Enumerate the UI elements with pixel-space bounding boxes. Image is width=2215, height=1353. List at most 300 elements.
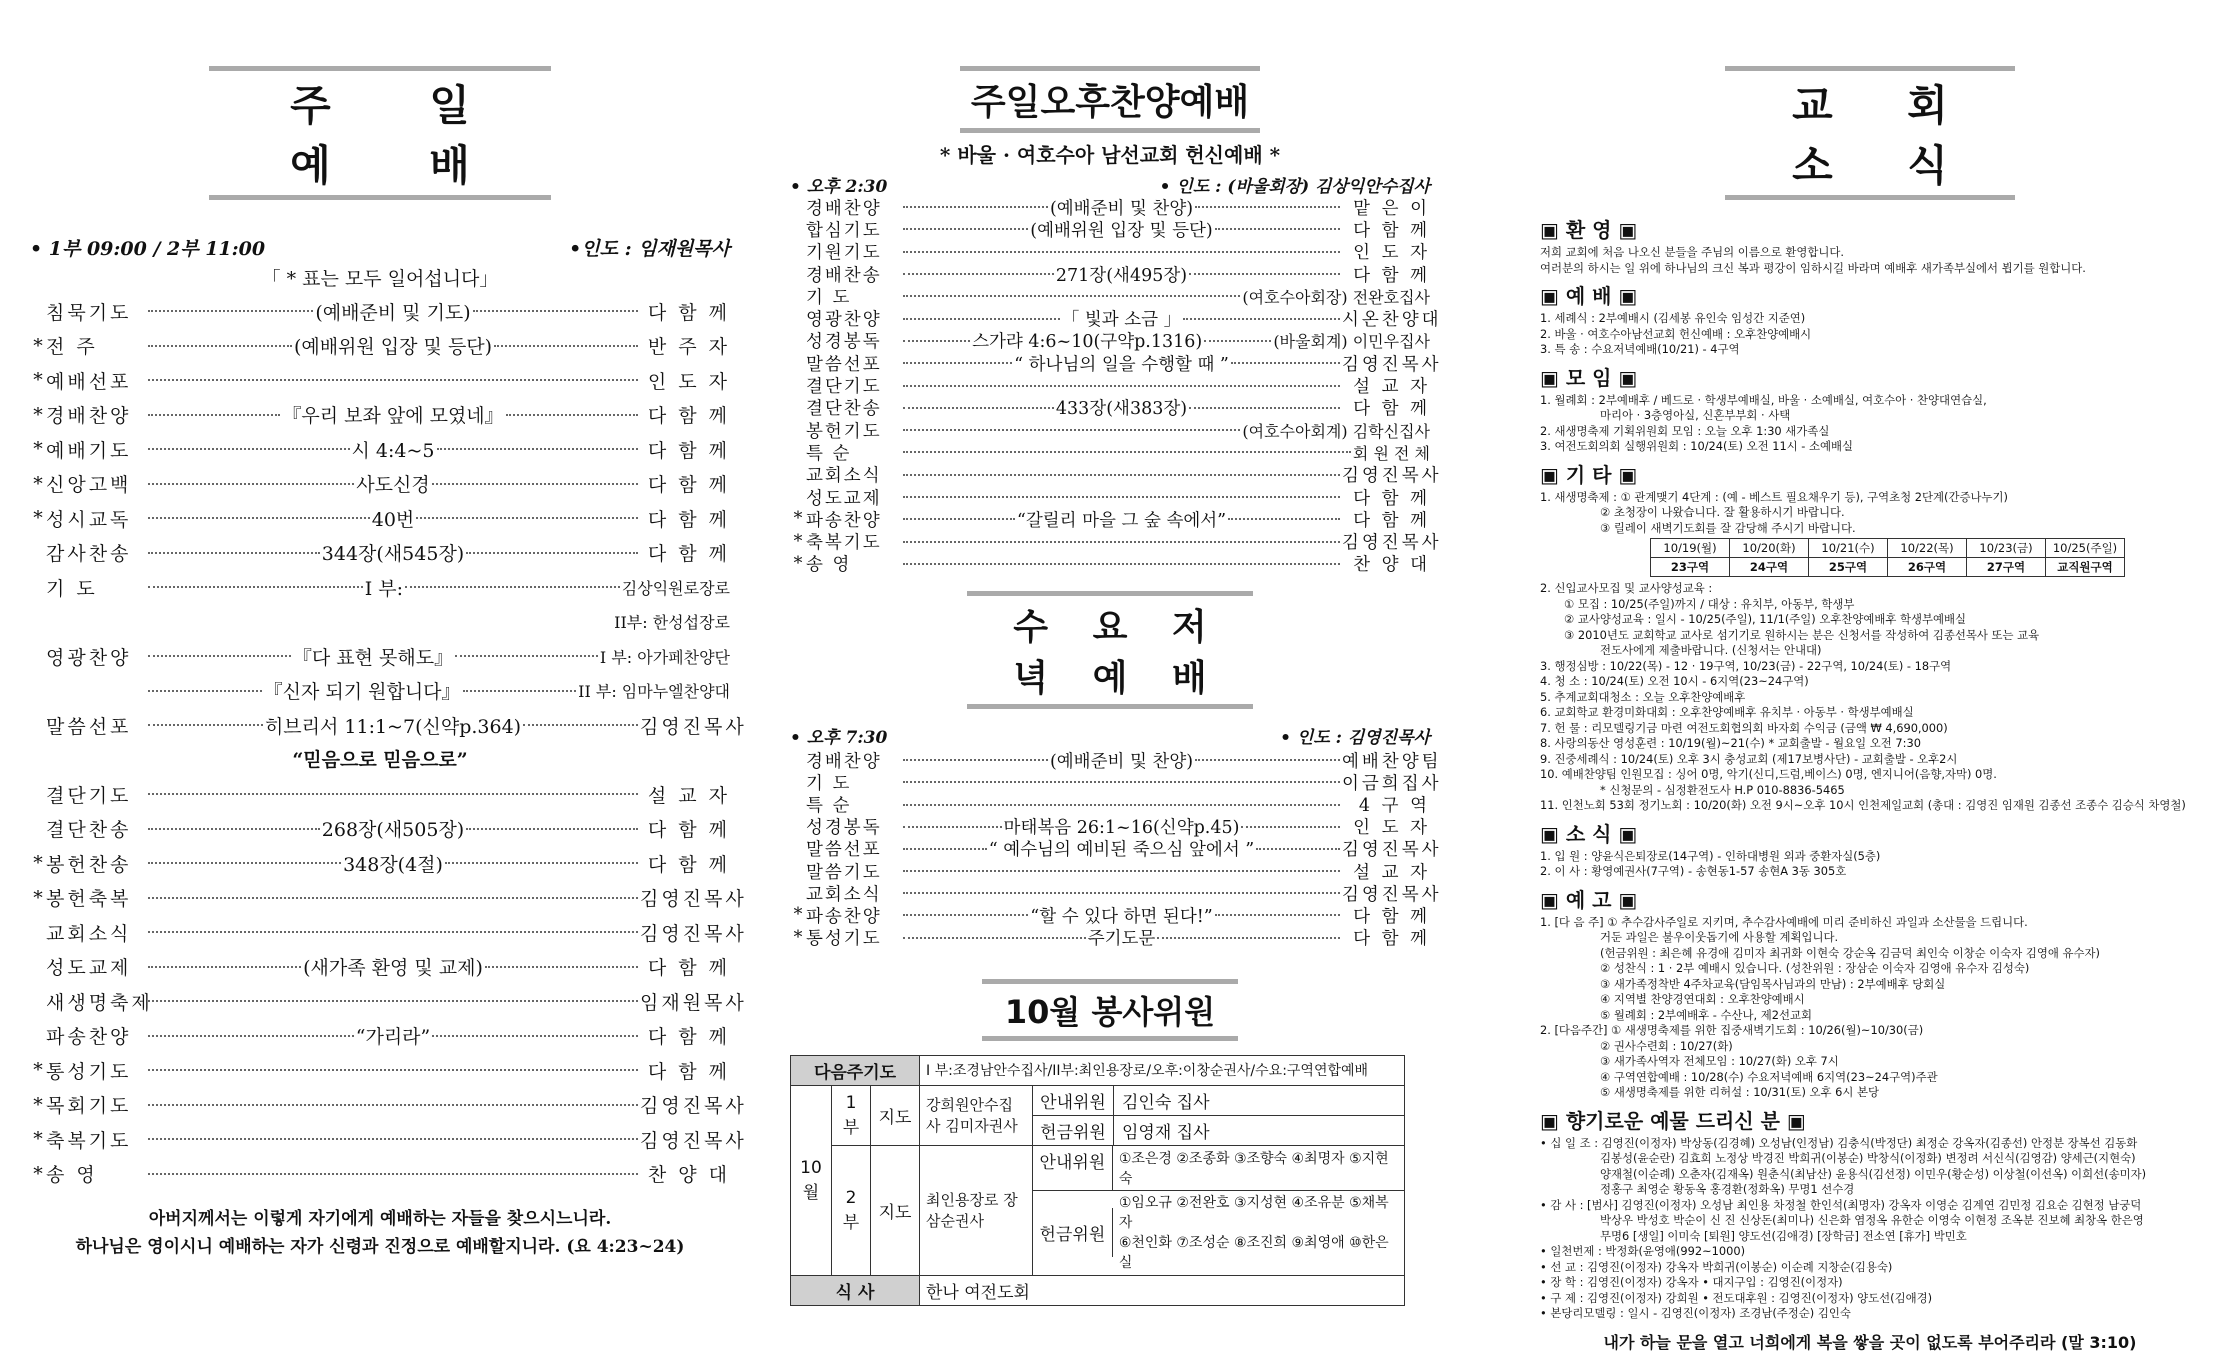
section-preview: ▣ 예 고 ▣ — [1540, 887, 1638, 912]
notice-line: ⑤ 월례회 : 2부예배후 - 수산나, 제2선교회 — [1600, 1007, 1813, 1022]
order-person: II부: 한성섭장로 — [614, 613, 730, 633]
order-person: 인 도 자 — [1353, 818, 1430, 839]
order-person: 김영진목사 — [1342, 884, 1442, 905]
notice-line: * 신청문의 - 심정환전도사 H.P 010-8836-5465 — [1600, 782, 1845, 797]
order-content: 스가랴 4:6~10(구약p.1316) — [972, 332, 1203, 353]
order-item — [790, 927, 1430, 949]
order-item — [790, 397, 1430, 419]
order-person: 예배찬양팀 — [1342, 751, 1442, 772]
order-content: 268장(새505장) — [321, 819, 465, 842]
notice-line: 1. [다 음 주] ① 추수감사주일로 지키며, 추수감사예배에 미리 준비하신 과일과 소산물을 드립니다. — [1540, 914, 2028, 929]
preview-notices — [1540, 915, 2200, 1101]
notice-line: 5. 추계교회대청소 : 오늘 오후찬양예배후 — [1540, 689, 1746, 704]
wednesday-leader: • 인도 : 김영진목사 — [1280, 728, 1430, 749]
section-welcome: ▣ 환 영 ▣ — [1540, 218, 1638, 242]
order-item — [30, 1088, 747, 1123]
schedule-date: 10/23(금) — [1967, 539, 2046, 558]
order-item — [790, 771, 1442, 794]
order-person: 설 교 자 — [1353, 377, 1430, 398]
month-cell: 10월 — [791, 1085, 832, 1275]
notice-line: 1. 세례식 : 2부예배시 (김세봉 유인숙 임성간 지준연) — [1540, 311, 1806, 325]
order-item — [790, 285, 1430, 307]
standing-mark: * — [33, 886, 43, 909]
church-news-column — [1540, 0, 2200, 1352]
section-meetings: ▣ 모 임 ▣ — [1540, 365, 1638, 390]
order-item — [30, 501, 730, 536]
notice-line: 1. 입 원 : 양윤식은퇴장로(14구역) - 인하대병원 외과 중환자실(5층) — [1540, 848, 1881, 863]
closing-scripture: 내가 하늘 문을 열고 너희에게 복을 쌓을 곳이 없도록 부어주리라 (말 3:10) — [1603, 1332, 2137, 1352]
order-label: 경배찬양 — [46, 405, 132, 428]
schedule-group: 27구역 — [1967, 558, 2046, 577]
order-item — [30, 881, 747, 916]
notice-line: • 본당리모델링 : 일시 - 김영진(이정자) 조경남(주정순) 김인숙 — [1540, 1306, 1851, 1320]
afternoon-worship-column — [790, 0, 1442, 1303]
notice-line: ② 초청장이 나왔습니다. 잘 활용하시기 바랍니다. — [1600, 505, 1845, 519]
order-item — [30, 467, 730, 502]
section-worship: ▣ 예 배 ▣ — [1540, 284, 1638, 308]
order-label: 새생명축제 — [46, 991, 153, 1014]
standing-mark: * — [33, 1128, 43, 1151]
order-label: 결단기도 — [46, 784, 132, 807]
notice-line: ④ 구역연합예배 : 10/28(수) 수요저녁예배 6지역(23~24구역)주관 — [1600, 1069, 1938, 1084]
order-person: 찬 양 대 — [647, 1164, 730, 1187]
order-person: (바울회계) 이민우집사 — [1273, 332, 1430, 352]
notice-line: 2. 바울 · 여호수아남선교회 헌신예배 : 오후찬양예배시 — [1540, 326, 1812, 341]
order-item — [30, 708, 747, 743]
part2-offering-1: ①임오규 ②전완호 ③지성현 ④조유분 ⑤채복자 — [1118, 1194, 1389, 1231]
order-label: 파송찬양 — [806, 906, 882, 927]
service-time: • 1부 09:00 / 2부 11:00 — [30, 238, 266, 260]
notice-line: • 선 교 : 김영진(이정자) 강옥자 박희귀(이봉순) 이순례 지창순(김용숙) — [1540, 1259, 1893, 1274]
order-content: “ 예수님의 예비된 죽으심 앞에서 ” — [988, 840, 1255, 861]
verse-line-1: 아버지께서는 이렇게 자기에게 예배하는 자들을 찾으시느니라. — [148, 1209, 612, 1229]
order-item — [30, 363, 730, 398]
order-person: 다 함 께 — [647, 474, 730, 497]
order-item — [790, 749, 1442, 772]
order-item — [790, 374, 1430, 396]
part2-offering-2: ⑥천인화 ⑦조성순 ⑧조진희 ⑨최영애 ⑩한은실 — [1118, 1234, 1389, 1271]
notice-line: 6. 교회학교 환경미화대회 : 오후찬양예배후 유치부 · 아동부 · 학생부예배실 — [1540, 705, 1914, 719]
order-person: 설 교 자 — [647, 784, 730, 807]
order-label: 기 도 — [806, 773, 852, 794]
wednesday-time: • 오후 7:30 — [790, 728, 888, 749]
notice-line: 9. 진중세례식 : 10/24(토) 오후 3시 충성교회 (제17보병사단) - 교회출발 - 오후2시 — [1540, 751, 1958, 766]
order-item — [790, 307, 1442, 331]
order-person: 다 함 께 — [647, 853, 730, 876]
order-person: 다 함 께 — [1353, 488, 1430, 509]
order-label: 통성기도 — [806, 929, 882, 950]
notice-line: 3. 행정심방 : 10/22(목) - 12 · 19구역, 10/23(금) - 22구역, 10/24(토) - 18구역 — [1540, 658, 1952, 673]
afternoon-time: • 오후 2:30 — [790, 177, 888, 197]
order-item — [790, 508, 1430, 530]
next-prayer-label: 다음주기도 — [791, 1055, 920, 1085]
worship-notices — [1540, 311, 2200, 358]
order-item — [790, 218, 1430, 240]
part1-cell: 1부 — [832, 1085, 871, 1145]
order-content: 433장(새383장) — [1055, 399, 1188, 420]
order-person: 김영진목사 — [1342, 466, 1442, 487]
sunday-worship-column — [30, 0, 747, 1257]
meal-label: 식 사 — [791, 1275, 920, 1305]
notice-line: 여러분의 하시는 일 위에 하나님의 크신 복과 평강이 임하시길 바라며 예배후 새가족부실에서 뵙기를 원합니다. — [1540, 260, 2086, 275]
order-item — [790, 838, 1442, 861]
standing-mark: * — [33, 403, 43, 426]
order-person: 시온찬양대 — [1342, 310, 1442, 331]
order-item — [30, 1157, 730, 1192]
order-label: 기원기도 — [806, 243, 882, 264]
part1-guide-label: 지도 — [871, 1085, 920, 1145]
part1-usher: 김인숙 집사 — [1122, 1092, 1210, 1113]
order-person: 김영진목사 — [640, 1095, 747, 1118]
order-person: (여호수아회계) 김학신집사 — [1242, 421, 1430, 441]
order-person: 맡 은 이 — [1353, 198, 1430, 219]
order-item — [30, 605, 730, 640]
worship-leader: •인도 : 임재원목사 — [569, 238, 730, 260]
order-content: “ 하나님의 일을 수행할 때 ” — [1014, 354, 1229, 375]
standing-mark: * — [33, 369, 43, 392]
notice-line: 10. 예배찬양팀 인원모집 : 싱어 0명, 악기(신디,드럼,베이스) 0명, 엔지니어(음향,자막) 0명. — [1540, 767, 1997, 781]
offering-label: 헌금위원 — [1033, 1116, 1114, 1145]
afternoon-worship-title: 주일오후찬양예배 — [960, 66, 1260, 133]
order-label: 축복기도 — [46, 1129, 132, 1152]
order-content: 「 빛과 소금 」 — [1061, 310, 1182, 331]
order-label: 기 도 — [46, 577, 98, 600]
order-label: 경배찬송 — [806, 265, 882, 286]
order-person: 다 함 께 — [1353, 510, 1430, 531]
standing-mark: * — [33, 334, 43, 357]
order-label: 송 영 — [46, 1164, 98, 1187]
order-content: “가리라” — [355, 1026, 431, 1049]
order-person: (여호수아회장) 전완호집사 — [1242, 287, 1430, 307]
order-item — [790, 241, 1430, 263]
order-item — [30, 812, 730, 847]
order-person: 다 함 께 — [647, 439, 730, 462]
order-content: 히브리서 11:1~7(신약p.364) — [264, 715, 522, 738]
order-item — [790, 816, 1430, 838]
standing-mark: * — [33, 852, 43, 875]
order-label: 파송찬양 — [806, 510, 882, 531]
order-label: 성시교독 — [46, 508, 132, 531]
order-item — [790, 793, 1430, 815]
schedule-group: 25구역 — [1809, 558, 1888, 577]
order-person: 회 원 전 체 — [1352, 443, 1430, 463]
etc-notices-1 — [1540, 490, 2200, 537]
standing-mark: * — [793, 531, 803, 552]
notice-line: 1. 월례회 : 2부예배후 / 베드로 · 학생부예배실, 바울 · 소예배실, 여호수아 · 찬양대연습실, — [1540, 392, 1987, 407]
order-label: 경배찬양 — [806, 198, 882, 219]
order-person: 김영진목사 — [640, 922, 747, 945]
notice-line: ④ 지역별 찬양경연대회 : 오후찬양예배시 — [1600, 992, 1805, 1006]
part2-usher: ①조은경 ②조종화 ③조향숙 ④최명자 ⑤지현숙 — [1118, 1150, 1389, 1187]
offering-list — [1540, 1136, 2200, 1322]
notice-line: • 구 제 : 김영진(이정자) 강희원 • 전도대후원 : 김영진(이정자) 양도선(김애경) — [1540, 1290, 1933, 1305]
schedule-group: 교직원구역 — [2046, 558, 2125, 577]
order-label: 말씀선포 — [806, 840, 882, 861]
volunteers-table — [790, 1055, 1405, 1306]
notice-line: • 일천번제 : 박정화(윤영애(992~1000) — [1540, 1244, 1746, 1258]
notice-line: ③ 2010년도 교회학교 교사로 섬기기로 원하시는 분은 신청서를 작성하여 김종선목사 또는 교육 — [1564, 627, 2040, 642]
notice-line: 무명6 [생일] 이미숙 [퇴원] 양도선(김애경) [장학금] 전소연 [휴가] 박민호 — [1600, 1228, 1967, 1243]
order-person: 찬 양 대 — [1353, 555, 1430, 576]
order-label: 침묵기도 — [46, 301, 132, 324]
order-person: 다 함 께 — [1353, 265, 1430, 286]
standing-mark: * — [33, 1059, 43, 1082]
notice-line: 11. 인천노회 53회 정기노회 : 10/20(화) 오전 9시~오후 10시 인천제일교회 (총대 : 김영진 임재원 김종선 조종수 김승식 차영철) — [1540, 798, 2186, 812]
afternoon-subtitle: * 바울 · 여호수아 남선교회 헌신예배 * — [939, 143, 1281, 167]
order-content: “할 수 있다 하면 된다!” — [1030, 906, 1213, 927]
order-person: 김영진목사 — [1342, 533, 1442, 554]
notice-line: 8. 사랑의동산 영성훈련 : 10/19(월)~21(수) * 교회출발 - 월요일 오전 7:30 — [1540, 736, 1922, 750]
notice-line: 2. 신입교사모집 및 교사양성교육 : — [1540, 581, 1713, 595]
notice-line: ② 교사양성교육 : 일시 - 10/25(주일), 11/1(주일) 오후찬양예배후 학생부예배실 — [1564, 612, 1967, 626]
standing-mark: * — [793, 553, 803, 574]
order-person: 다 함 께 — [647, 301, 730, 324]
offering-label-2: 헌금위원 — [1033, 1208, 1113, 1257]
order-content: I 부: — [364, 577, 404, 600]
order-label: 성경봉독 — [806, 332, 882, 353]
notice-line: ② 권사수련회 : 10/27(화) — [1600, 1038, 1733, 1053]
order-item — [30, 984, 747, 1019]
order-person: 다 함 께 — [1353, 220, 1430, 241]
order-item — [30, 915, 747, 950]
order-item — [790, 553, 1430, 575]
meal-value: 한나 여전도회 — [920, 1275, 1405, 1305]
standing-mark: * — [793, 905, 803, 926]
news-notices — [1540, 849, 2200, 880]
standing-mark: * — [33, 1162, 43, 1185]
order-label: 봉헌축복 — [46, 888, 132, 911]
schedule-group: 23구역 — [1651, 558, 1730, 577]
order-item — [30, 1122, 747, 1157]
order-person: 김영진목사 — [640, 888, 747, 911]
order-content: (예배준비 및 기도) — [315, 301, 471, 324]
schedule-date: 10/21(수) — [1809, 539, 1888, 558]
order-label: 영광찬양 — [806, 310, 882, 331]
order-label: 교회소식 — [806, 884, 882, 905]
order-label: 결단찬송 — [46, 819, 132, 842]
order-item — [790, 263, 1430, 285]
order-content: 271장(새495장) — [1055, 265, 1188, 286]
standing-mark: * — [793, 509, 803, 530]
order-content: 『우리 보좌 앞에 모였네』 — [282, 405, 504, 428]
notice-line: 박상우 박성호 박순이 신 진 신상돈(최미나) 신은화 염정옥 유한순 이영숙 이현정 조옥분 진보혜 최창옥 한은영 — [1600, 1213, 2144, 1227]
order-item — [30, 570, 730, 605]
order-label: 성도교제 — [806, 488, 882, 509]
notice-line: ① 모집 : 10/25(주일)까지 / 대상 : 유치부, 아동부, 학생부 — [1564, 596, 1855, 611]
afternoon-leader: • 인도 : (바울회장) 김상익안수집사 — [1159, 177, 1430, 197]
order-label: 축복기도 — [806, 533, 882, 554]
order-item — [30, 639, 730, 674]
order-person: 인 도 자 — [1353, 243, 1430, 264]
order-content: (예배준비 및 찬양) — [1049, 198, 1194, 219]
order-item — [790, 486, 1430, 508]
order-person: 4 구 역 — [1358, 796, 1430, 817]
order-label: 말씀기도 — [806, 862, 882, 883]
order-label: 신앙고백 — [46, 474, 132, 497]
order-label: 경배찬양 — [806, 751, 882, 772]
notice-line: • 장 학 : 김영진(이정자) 강옥자 • 대지구입 : 김영진(이정자) — [1540, 1275, 1843, 1289]
notice-line: 정홍구 최영순 황동옥 홍경환(정화옥) 무명1 선수경 — [1600, 1182, 1855, 1196]
order-person: I 부: 아가페찬양단 — [599, 647, 730, 667]
notice-line: 전도사에게 제출바랍니다. (신청서는 안내대) — [1600, 643, 1822, 657]
standing-mark: * — [33, 438, 43, 461]
wednesday-worship-title: 수 요 저 녁 예 배 — [967, 591, 1253, 709]
order-person: 다 함 께 — [1353, 399, 1430, 420]
order-label: 봉헌찬송 — [46, 853, 132, 876]
order-item — [30, 329, 730, 364]
order-label: 전 주 — [46, 336, 98, 359]
notice-line: ③ 새가족정착반 4주차교육(담임목사님과의 만남) : 2부예배후 당회실 — [1600, 976, 1946, 991]
order-content: (예배위원 입장 및 등단) — [293, 336, 493, 359]
order-item — [790, 419, 1430, 441]
notice-line: 4. 청 소 : 10/24(토) 오전 10시 - 6지역(23~24구역) — [1540, 674, 1809, 688]
order-label: 성도교제 — [46, 957, 132, 980]
closing-verse — [30, 1205, 730, 1261]
volunteers-title: 10월 봉사위원 — [982, 979, 1238, 1041]
notice-line: 2. 새생명축제 기획위원회 모임 : 오늘 오후 1:30 새가족실 — [1540, 423, 1830, 438]
order-content: 『신자 되기 원합니다』 — [263, 681, 461, 704]
standing-mark: * — [793, 927, 803, 948]
schedule-group: 26구역 — [1888, 558, 1967, 577]
order-item — [30, 1019, 730, 1054]
notice-line: 2. [다음주간] ① 새생명축제를 위한 집중새벽기도회 : 10/26(월)~10/30(금) — [1540, 1023, 1924, 1037]
notice-line: 1. 새생명축제 : ① 관계맺기 4단계 : (예 - 베스트 필요채우기 등), 구역초청 2단계(간증나누기) — [1540, 489, 2008, 504]
verse-line-2: 하나님은 영이시니 예배하는 자가 신령과 진정으로 예배할지니라. (요 4:23~24) — [75, 1237, 685, 1257]
part2-leaders: 최인용장로 장삼순권사 — [920, 1145, 1033, 1275]
part2-guide-label: 지도 — [871, 1145, 920, 1275]
next-prayer-value: I 부:조경남안수집사/II부:최인용장로/오후:이창순권사/수요:구역연합예배 — [920, 1055, 1405, 1085]
section-offerings: ▣ 향기로운 예물 드리신 분 ▣ — [1540, 1108, 1806, 1133]
order-person: 다 함 께 — [647, 1026, 730, 1049]
standing-note: 「 * 표는 모두 일어섭니다」 — [261, 268, 499, 290]
order-content: 348장(4절) — [343, 853, 443, 876]
order-content: 주기도문 — [1087, 929, 1156, 950]
order-person: 다 함 께 — [647, 508, 730, 531]
order-item — [790, 352, 1442, 375]
usher-label: 안내위원 — [1033, 1086, 1114, 1115]
order-person: 김상익원로장로 — [621, 578, 730, 598]
order-person: 다 함 께 — [647, 1060, 730, 1083]
order-person: 김영진목사 — [640, 715, 747, 738]
notice-line: 2. 이 사 : 황영예권사(7구역) - 송현동1-57 송현A 3동 305호 — [1540, 864, 1847, 878]
order-person: 다 함 께 — [647, 405, 730, 428]
afternoon-order-list — [790, 196, 1442, 576]
order-person: 김영진목사 — [1342, 840, 1442, 861]
order-person: 다 함 께 — [1353, 906, 1430, 927]
order-label: 목회기도 — [46, 1095, 132, 1118]
order-item — [790, 441, 1430, 463]
order-label: 특 순 — [806, 443, 852, 464]
order-person: 다 함 께 — [647, 957, 730, 980]
order-label: 말씀선포 — [806, 354, 882, 375]
order-label: 성경봉독 — [806, 818, 882, 839]
sermon-title: “믿음으로 믿음으로” — [292, 748, 468, 771]
welcome-text — [1540, 245, 2200, 276]
usher-label-2: 안내위원 — [1033, 1146, 1113, 1190]
order-label: 영광찬양 — [46, 646, 132, 669]
notice-line: 양재철(이순례) 오춘자(김재옥) 원춘식(최남산) 윤용식(김선정) 이민우(황순성) 이상철(이선옥) 이희선(송미자) — [1600, 1166, 2147, 1181]
order-person: II 부: 임마누엘찬양대 — [578, 682, 730, 702]
notice-line: • 십 일 조 : 김영진(이정자) 박상동(김경혜) 오성남(인정남) 김충식(박정단) 최정순 강옥자(김종선) 안정분 장복선 김동화 — [1540, 1135, 2138, 1150]
order-person: 김영진목사 — [1342, 354, 1442, 375]
sunday-worship-title: 주 일 예 배 — [209, 66, 551, 200]
order-person: 반 주 자 — [647, 336, 730, 359]
order-label: 결단찬송 — [806, 399, 882, 420]
notice-line: ⑤ 새생명축제를 위한 리허설 : 10/31(토) 오후 6시 본당 — [1600, 1085, 1880, 1099]
part2-cell: 2부 — [832, 1145, 871, 1275]
order-item — [30, 777, 730, 812]
etc-notices-2 — [1540, 581, 2200, 814]
prayer-schedule-table — [1650, 538, 2125, 577]
order-item — [790, 904, 1430, 926]
schedule-date: 10/19(월) — [1651, 539, 1730, 558]
notice-line: 김봉성(윤순란) 김효희 노정상 박경진 박희귀(이봉순) 박창식(이정화) 변정려 서신식(김영감) 양세근(지현숙) — [1600, 1151, 2136, 1165]
order-person: 다 함 께 — [647, 819, 730, 842]
order-content: (예배준비 및 찬양) — [1049, 751, 1194, 772]
order-person: 인 도 자 — [647, 370, 730, 393]
order-label: 송 영 — [806, 555, 852, 576]
order-item — [790, 882, 1442, 905]
order-person: 다 함 께 — [647, 543, 730, 566]
standing-mark: * — [33, 472, 43, 495]
order-content: “갈릴리 마을 그 숲 속에서” — [1016, 510, 1227, 531]
notice-line: 7. 헌 물 : 리모델링기금 마련 여전도회협의회 바자회 수익금 (금액 ₩ 4,690,000) — [1540, 720, 1948, 735]
meeting-notices — [1540, 393, 2200, 455]
order-label: 예배기도 — [46, 439, 132, 462]
order-label: 말씀선포 — [46, 715, 132, 738]
order-item — [30, 846, 730, 881]
order-item — [30, 1053, 730, 1088]
order-item — [790, 860, 1430, 882]
notice-line: 거둔 과일은 불우이웃돕기에 사용할 계획입니다. — [1600, 930, 1839, 944]
church-news-title: 교 회 소 식 — [1725, 66, 2015, 200]
order-person: 임재원목사 — [640, 991, 747, 1014]
order-label: 봉헌기도 — [806, 421, 882, 442]
order-content: 40번 — [371, 508, 415, 531]
part1-offering: 임영재 집사 — [1122, 1122, 1210, 1143]
notice-line: 3. 여전도회의회 실행위원회 : 10/24(토) 오전 11시 - 소예배실 — [1540, 439, 1854, 453]
section-etc: ▣ 기 타 ▣ — [1540, 462, 1638, 487]
order-label: 감사찬송 — [46, 543, 132, 566]
sunday-order-list-2 — [30, 777, 747, 1191]
order-item — [30, 674, 730, 709]
order-person: 다 함 께 — [1353, 929, 1430, 950]
order-person: 설 교 자 — [1353, 862, 1430, 883]
notice-line: ③ 릴레이 새벽기도회를 잘 감당해 주시기 바랍니다. — [1600, 520, 1856, 535]
order-item — [30, 432, 730, 467]
notice-line: 저희 교회에 처음 나오신 분들을 주님의 이름으로 환영합니다. — [1540, 245, 1845, 259]
order-content: (새가족 환영 및 교제) — [303, 957, 483, 980]
order-item — [30, 950, 730, 985]
order-label: 교회소식 — [46, 922, 132, 945]
notice-line: 마리아 · 3층영아실, 신혼부부회 · 사택 — [1600, 408, 1791, 422]
notice-line: ② 성찬식 : 1 · 2부 예배시 있습니다. (성찬위원 : 장삼순 이숙자 김영애 유수자 김성숙) — [1600, 961, 2030, 975]
order-label: 특 순 — [806, 796, 852, 817]
schedule-date: 10/20(화) — [1730, 539, 1809, 558]
schedule-group: 24구역 — [1730, 558, 1809, 577]
standing-mark: * — [33, 1093, 43, 1116]
order-label: 예배선포 — [46, 370, 132, 393]
order-item — [790, 330, 1430, 352]
order-label: 기 도 — [806, 287, 852, 308]
order-item — [790, 530, 1442, 554]
part1-leaders: 강희원안수집사 김미자권사 — [920, 1085, 1033, 1145]
order-item — [30, 294, 730, 329]
notice-line: (헌금위원 : 최은혜 유경애 김미자 최귀화 이현숙 강순옥 김금덕 최인숙 이창순 이숙자 김영애 유수자) — [1600, 945, 2100, 960]
order-label: 교회소식 — [806, 466, 882, 487]
section-news: ▣ 소 식 ▣ — [1540, 821, 1638, 846]
notice-line: ③ 새가족사역자 전체모임 : 10/27(화) 오후 7시 — [1600, 1054, 1839, 1068]
